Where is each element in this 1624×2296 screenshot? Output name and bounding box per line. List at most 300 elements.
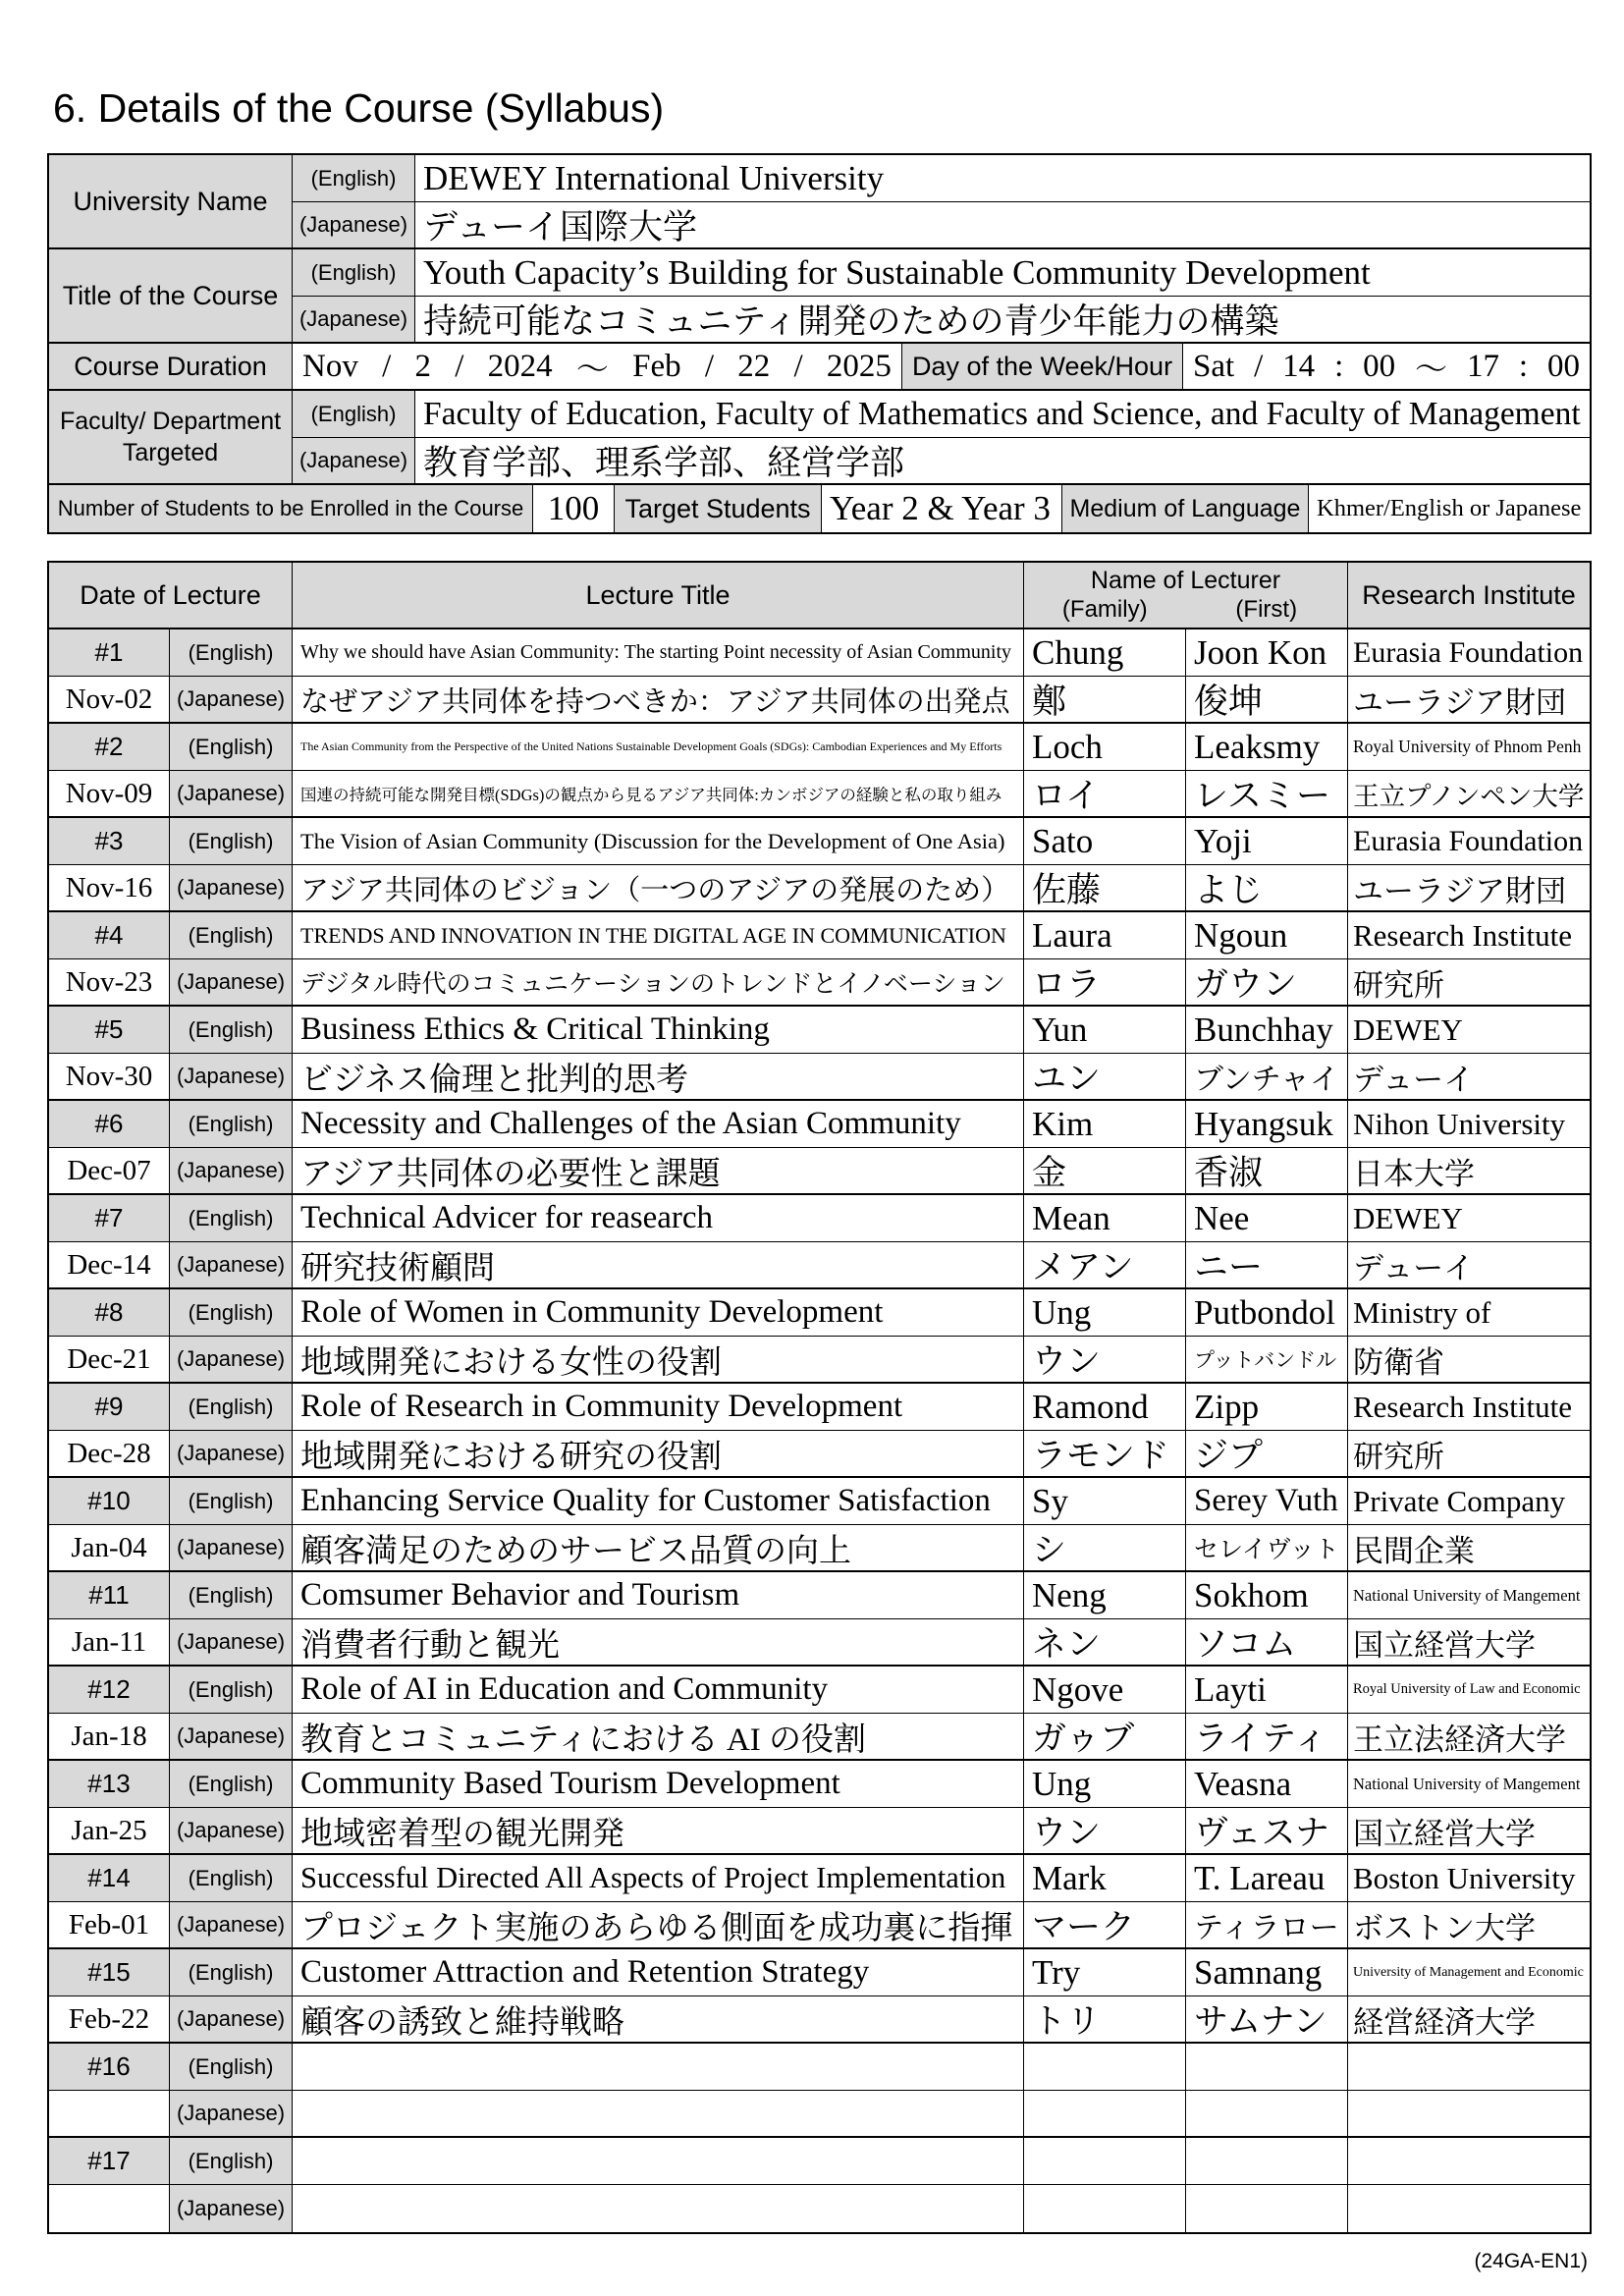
lecture-number: #12: [87, 1674, 131, 1704]
lecture-title-english-cell: [293, 2044, 1024, 2091]
research-institute-japanese-cell: [1348, 2185, 1590, 2232]
lecture-japanese-row: [49, 1148, 1590, 1195]
lecturer-family-name-english: Ung: [1032, 1292, 1092, 1332]
lecturer-first-name-english: Layti: [1194, 1669, 1267, 1709]
research-institute-japanese-cell: [1348, 1242, 1590, 1289]
lecturer-family-name-english: Try: [1032, 1952, 1081, 1992]
lecturer-first-name-japanese: セレイヴット: [1194, 1537, 1339, 1563]
research-institute-japanese: ユーラジア財団: [1353, 873, 1566, 908]
university-name-english: DEWEY International University: [423, 158, 885, 197]
lecturer-first-name-english-cell: [1186, 1195, 1348, 1242]
lecture-number-cell: [49, 2044, 170, 2091]
lecture-title-japanese-cell: [293, 1714, 1024, 1761]
lecturer-family-name-japanese: ネン: [1032, 1625, 1102, 1664]
lecture-japanese-row: [49, 2091, 1590, 2138]
lecture-title-japanese: 地域開発における女性の役割: [300, 1344, 722, 1381]
lecturer-first-name-english: Yoji: [1194, 821, 1252, 860]
lecture-japanese-row: [49, 771, 1590, 818]
lecture-date-cell: [49, 1242, 170, 1289]
lecturer-first-name-japanese-cell: [1186, 1808, 1348, 1855]
lecture-title-english: Role of Research in Community Development: [300, 1389, 903, 1424]
lecturer-first-name-japanese-cell: [1186, 677, 1348, 724]
lecturer-first-name-japanese: レスミー: [1194, 777, 1330, 815]
lecturer-family-name-japanese-cell: [1024, 1996, 1186, 2044]
lecture-date: Dec-07: [67, 1154, 151, 1186]
lecture-english-row: [49, 818, 1590, 865]
lecture-english-row: [49, 1101, 1590, 1148]
lecture-number-cell: [49, 1384, 170, 1431]
research-institute-japanese: 国立経営大学: [1353, 1627, 1536, 1663]
lecture-date: Nov-30: [65, 1060, 153, 1092]
japanese-label-cell: [293, 297, 415, 344]
day-hour-label: Day of the Week/Hour: [911, 351, 1173, 381]
english-label: (English): [310, 165, 397, 191]
lecturer-first-name-japanese-cell: [1186, 1337, 1348, 1384]
course-title-label: Title of the Course: [62, 280, 279, 310]
lecturer-first-name-english-cell: [1186, 724, 1348, 771]
english-label-cell: [170, 912, 293, 959]
faculty-group: [49, 391, 1590, 485]
course-title-english-row: [293, 249, 1590, 297]
english-label: (English): [188, 2148, 274, 2173]
lecture-group: [49, 2044, 1590, 2138]
lecturer-family-name-japanese: ロイ: [1032, 777, 1100, 815]
lecture-group: [49, 2138, 1590, 2232]
japanese-label: (Japanese): [176, 875, 286, 900]
lecturer-first-name-english-cell: [1186, 818, 1348, 865]
course-info-table: [47, 153, 1592, 534]
research-institute-japanese-cell: [1348, 1808, 1590, 1855]
lecture-group: [49, 629, 1590, 724]
research-institute-japanese-cell: [1348, 2091, 1590, 2138]
japanese-label: (Japanese): [176, 1346, 286, 1371]
start-year: 2024: [487, 348, 553, 384]
research-institute-english: Boston University: [1353, 1860, 1576, 1895]
english-label: (English): [188, 2053, 274, 2079]
lecture-date: Nov-02: [65, 683, 153, 715]
lecture-number-cell: [49, 629, 170, 677]
lecturer-family-name-japanese-cell: [1024, 1148, 1186, 1195]
lecture-title-japanese: 消費者行動と観光: [300, 1627, 560, 1664]
lecture-title-japanese-cell: [293, 865, 1024, 912]
japanese-label: (Japanese): [176, 1441, 286, 1465]
date-separator: /: [455, 348, 464, 384]
title-header-cell: [293, 563, 1024, 629]
lecture-title-english: Role of AI in Education and Community: [300, 1671, 829, 1707]
lecturer-family-name-english: Kim: [1032, 1104, 1094, 1143]
lecture-date-cell: [49, 1525, 170, 1572]
lecturer-family-name-japanese: ウン: [1032, 1814, 1102, 1852]
lecture-number-cell: [49, 1761, 170, 1808]
lecture-date-cell: [49, 1431, 170, 1478]
lecture-date: Feb-01: [68, 1908, 150, 1941]
lecture-title-japanese-cell: [293, 1431, 1024, 1478]
japanese-label: (Japanese): [298, 448, 408, 472]
lecturer-family-name-english-cell: [1024, 1195, 1186, 1242]
target-students-label: Target Students: [624, 493, 811, 523]
lecturer-first-name-japanese: ヴェスナ: [1194, 1814, 1329, 1852]
time-colon: :: [1518, 348, 1529, 384]
lecture-number-cell: [49, 2138, 170, 2185]
lecture-japanese-row: [49, 1902, 1590, 1949]
lecture-title-japanese-cell: [293, 1148, 1024, 1195]
lecturer-first-name-japanese: ソコム: [1194, 1625, 1297, 1664]
lecture-title-english-cell: [293, 2138, 1024, 2185]
japanese-label: (Japanese): [176, 2101, 286, 2125]
title-header: Lecture Title: [585, 579, 731, 610]
japanese-label: (Japanese): [176, 969, 286, 994]
lecture-english-row: [49, 1949, 1590, 1996]
research-institute-english-cell: [1348, 912, 1590, 959]
lecturer-family-name-japanese-cell: [1024, 771, 1186, 818]
english-label-cell: [170, 1195, 293, 1242]
date-separator: /: [382, 348, 392, 384]
lecture-title-english-cell: [293, 1761, 1024, 1808]
enrollment-row: [49, 485, 1590, 532]
japanese-label: (Japanese): [176, 781, 286, 805]
weekday: Sat: [1193, 348, 1235, 384]
lecture-date: Feb-22: [68, 2002, 150, 2035]
lecture-number-cell: [49, 818, 170, 865]
lecture-date-cell: [49, 1996, 170, 2044]
lecture-title-english-cell: [293, 629, 1024, 677]
lecture-number: #1: [94, 637, 124, 667]
family-name-header: (Family): [1061, 596, 1148, 623]
english-label: (English): [188, 1771, 274, 1796]
lecturer-first-name-english: Joon Kon: [1194, 632, 1327, 672]
lecture-group: [49, 1384, 1590, 1478]
lecture-number: #5: [94, 1014, 124, 1044]
lecture-date-cell: [49, 959, 170, 1007]
lecturer-family-name-english-cell: [1024, 2138, 1186, 2185]
lecture-title-japanese-cell: [293, 1337, 1024, 1384]
lecture-title-english: TRENDS AND INNOVATION IN THE DIGITAL AGE IN COMMUNICATION: [300, 922, 1006, 948]
japanese-label-cell: [170, 1902, 293, 1949]
enrollment-count-cell: [533, 485, 615, 532]
lecture-number: #8: [94, 1297, 124, 1327]
lecturer-first-name-japanese-cell: [1186, 2091, 1348, 2138]
lecture-title-english-cell: [293, 1667, 1024, 1714]
research-institute-english-cell: [1348, 724, 1590, 771]
lecture-title-english: Technical Advicer for reasearch: [300, 1200, 714, 1235]
english-label-cell: [170, 2044, 293, 2091]
faculty-english-row: [293, 391, 1590, 438]
lecturer-first-name-japanese: ライティ: [1194, 1720, 1328, 1758]
lecture-japanese-row: [49, 2185, 1590, 2232]
japanese-label-cell: [170, 677, 293, 724]
lecture-number-cell: [49, 1101, 170, 1148]
lecture-title-english-cell: [293, 912, 1024, 959]
lecture-title-japanese-cell: [293, 2091, 1024, 2138]
lecture-date-cell: [49, 1148, 170, 1195]
faculty-english-cell: [415, 391, 1590, 438]
lecturer-family-name-japanese: マーク: [1032, 1908, 1136, 1946]
research-institute-english: Research Institute: [1353, 1389, 1572, 1424]
research-institute-english: Eurasia Foundation: [1353, 635, 1584, 669]
english-label-cell: [170, 1949, 293, 1996]
lecture-title-japanese: 研究技術顧問: [300, 1250, 495, 1286]
end-day: 22: [737, 348, 771, 384]
english-label: (English): [310, 259, 397, 285]
lecture-title-japanese-cell: [293, 677, 1024, 724]
english-label-cell: [293, 155, 415, 202]
japanese-label: (Japanese): [176, 1535, 286, 1559]
lecture-group: [49, 1572, 1590, 1667]
lecture-date: Nov-09: [65, 777, 153, 809]
lecturer-family-name-english: Laura: [1032, 915, 1112, 955]
japanese-label: (Japanese): [176, 2006, 286, 2031]
research-institute-japanese: 研究所: [1353, 1439, 1444, 1474]
university-name-label: University Name: [73, 186, 268, 216]
lecture-title-english-cell: [293, 1289, 1024, 1337]
lecture-title-japanese: なぜアジア共同体を持つべきか：アジア共同体の出発点: [300, 685, 1010, 718]
lecturer-family-name-english: Ramond: [1032, 1387, 1149, 1426]
date-separator: /: [793, 348, 803, 384]
language-label: Medium of Language: [1069, 494, 1301, 522]
lecturer-first-name-japanese-cell: [1186, 1242, 1348, 1289]
lecturer-family-name-japanese: トリ: [1032, 2002, 1102, 2041]
japanese-label-cell: [170, 1431, 293, 1478]
lecturer-first-name-english-cell: [1186, 1667, 1348, 1714]
lecturer-family-name-english: Chung: [1032, 632, 1124, 672]
lecturer-first-name-japanese-cell: [1186, 1525, 1348, 1572]
date-header: Date of Lecture: [80, 579, 261, 610]
lecture-title-english-cell: [293, 1007, 1024, 1054]
lecturer-family-name-japanese-cell: [1024, 1619, 1186, 1667]
faculty-label: [60, 406, 281, 468]
lecture-number: #6: [94, 1109, 124, 1138]
lecturer-first-name-japanese-cell: [1186, 865, 1348, 912]
lecturer-family-name-english: Mark: [1032, 1858, 1107, 1897]
lecture-group: [49, 1949, 1590, 2044]
course-title-japanese-cell: [415, 297, 1590, 344]
lecture-english-row: [49, 1855, 1590, 1902]
lecturer-first-name-japanese: ニー: [1194, 1248, 1264, 1286]
lecture-group: [49, 1761, 1590, 1855]
lecture-title-english-cell: [293, 1384, 1024, 1431]
course-duration-row: [49, 344, 1590, 391]
lecture-title-english: Why we should have Asian Community: The starting Point necessity of Asian Community: [300, 641, 1012, 663]
end-month: Feb: [632, 348, 681, 384]
japanese-label-cell: [170, 2091, 293, 2138]
lecturer-family-name-japanese-cell: [1024, 1525, 1186, 1572]
lecturer-first-name-english: Veasna: [1194, 1764, 1292, 1803]
start-month: Nov: [302, 348, 358, 384]
lecture-english-row: [49, 1572, 1590, 1619]
lecture-date: Jan-04: [71, 1531, 147, 1563]
lecture-date-cell: [49, 2185, 170, 2232]
schedule-header-row: [49, 563, 1590, 629]
research-institute-japanese-cell: [1348, 1902, 1590, 1949]
lecture-english-row: [49, 724, 1590, 771]
lecture-title-japanese: 顧客満足のためのサービス品質の向上: [300, 1533, 851, 1569]
range-tilde: ～: [1415, 352, 1448, 388]
lecturer-first-name-english: T. Lareau: [1194, 1858, 1326, 1897]
research-institute-english: Private Company: [1353, 1483, 1566, 1518]
research-institute-english: Royal University of Law and Economic: [1353, 1681, 1581, 1697]
lecture-english-row: [49, 1761, 1590, 1808]
english-label-cell: [170, 818, 293, 865]
lecture-title-japanese-cell: [293, 1242, 1024, 1289]
research-institute-english-cell: [1348, 1761, 1590, 1808]
lecturer-family-name-japanese: 佐藤: [1032, 871, 1102, 909]
lecture-japanese-row: [49, 1337, 1590, 1384]
lecturer-first-name-japanese: サムナン: [1194, 2002, 1327, 2041]
research-institute-japanese: ボストン大学: [1353, 1910, 1536, 1945]
english-label-cell: [170, 1101, 293, 1148]
lecturer-family-name-japanese-cell: [1024, 677, 1186, 724]
lecture-date-cell: [49, 1808, 170, 1855]
lecture-title-english: The Asian Community from the Perspective of the United Nations Sustainable Development Goals (SDGs): Cambodian Experiences and My Efforts: [300, 739, 1002, 753]
english-label: (English): [188, 1959, 274, 1985]
lecturer-first-name-japanese-cell: [1186, 1619, 1348, 1667]
university-name-label-cell: [49, 155, 293, 249]
research-institute-japanese-cell: [1348, 1714, 1590, 1761]
japanese-label: (Japanese): [176, 1912, 286, 1937]
research-institute-japanese-cell: [1348, 1431, 1590, 1478]
lecture-english-row: [49, 1007, 1590, 1054]
faculty-japanese: 教育学部、理系学部、経営学部: [423, 444, 905, 482]
course-title-japanese-row: [293, 297, 1590, 344]
research-institute-english: University of Management and Economic: [1353, 1964, 1584, 1980]
lecturer-first-name-english-cell: [1186, 2044, 1348, 2091]
start-day: 2: [414, 348, 431, 384]
lecturer-first-name-japanese-cell: [1186, 1148, 1348, 1195]
english-label: (English): [188, 639, 274, 665]
schedule-body: [49, 629, 1590, 2232]
lecturer-first-name-japanese-cell: [1186, 2185, 1348, 2232]
lecturer-first-name-japanese: 香淑: [1194, 1154, 1264, 1192]
lecturer-first-name-japanese: ジプ: [1194, 1437, 1264, 1475]
japanese-label-cell: [293, 438, 415, 485]
lecture-schedule-table: [47, 561, 1592, 2234]
lecturer-family-name-english: Loch: [1032, 727, 1103, 766]
lecture-group: [49, 818, 1590, 912]
lecturer-family-name-english: Neng: [1032, 1575, 1107, 1614]
lecturer-family-name-english-cell: [1024, 1289, 1186, 1337]
start-hour: 14: [1282, 348, 1316, 384]
lecturer-family-name-english: Sy: [1032, 1481, 1068, 1520]
day-hour-label-cell: [902, 344, 1183, 391]
time-colon: :: [1334, 348, 1344, 384]
lecturer-first-name-english: Serey Vuth: [1194, 1483, 1338, 1518]
lecture-date-cell: [49, 1054, 170, 1101]
lecturer-family-name-japanese-cell: [1024, 1054, 1186, 1101]
research-institute-japanese-cell: [1348, 959, 1590, 1007]
lecture-title-english-cell: [293, 724, 1024, 771]
english-label: (English): [188, 734, 274, 759]
lecturer-first-name-english-cell: [1186, 629, 1348, 677]
target-students-value-cell: [822, 485, 1062, 532]
lecture-japanese-row: [49, 1714, 1590, 1761]
lecturer-first-name-english-cell: [1186, 1572, 1348, 1619]
lecture-title-english-cell: [293, 1101, 1024, 1148]
lecturer-first-name-japanese-cell: [1186, 771, 1348, 818]
research-institute-japanese-cell: [1348, 1996, 1590, 2044]
english-label-cell: [170, 1384, 293, 1431]
lecture-number: #14: [87, 1863, 131, 1892]
lecture-date: Dec-28: [67, 1437, 151, 1469]
lecturer-first-name-english-cell: [1186, 1289, 1348, 1337]
lecture-number-cell: [49, 1855, 170, 1902]
research-institute-english: DEWEY: [1353, 1200, 1463, 1235]
lecturer-first-name-english-cell: [1186, 1384, 1348, 1431]
lecture-japanese-row: [49, 1054, 1590, 1101]
course-title-japanese: 持続可能なコミュニティ開発のための青少年能力の構築: [423, 302, 1279, 341]
research-institute-english: Research Institute: [1353, 917, 1572, 953]
lecture-japanese-row: [49, 1808, 1590, 1855]
lecture-title-japanese: 地域開発における研究の役割: [300, 1439, 722, 1475]
lecturer-family-name-english: Sato: [1032, 821, 1094, 860]
english-label: (English): [188, 1205, 274, 1230]
research-institute-japanese-cell: [1348, 771, 1590, 818]
lecturer-header-cell: [1024, 563, 1348, 629]
lecturer-first-name-japanese: 俊坤: [1194, 683, 1264, 721]
university-name-english-cell: [415, 155, 1590, 202]
research-institute-japanese-cell: [1348, 1054, 1590, 1101]
research-institute-english-cell: [1348, 1195, 1590, 1242]
lecturer-family-name-japanese: メアン: [1032, 1248, 1134, 1286]
english-label-cell: [293, 249, 415, 297]
research-institute-english-cell: [1348, 818, 1590, 865]
research-institute-japanese-cell: [1348, 1148, 1590, 1195]
lecture-group: [49, 1478, 1590, 1572]
course-duration-label-cell: [49, 344, 293, 391]
enrollment-count: 100: [547, 489, 600, 527]
course-duration-label: Course Duration: [74, 351, 267, 381]
research-institute-japanese: 経営経済大学: [1353, 2004, 1536, 2040]
lecture-number-cell: [49, 912, 170, 959]
lecture-date-cell: [49, 771, 170, 818]
english-label: (English): [188, 1111, 274, 1136]
lecture-japanese-row: [49, 959, 1590, 1007]
lecture-title-japanese: プロジェクト実施のあらゆる側面を成功裏に指揮: [300, 1910, 1013, 1946]
lecture-group: [49, 1855, 1590, 1949]
date-header-cell: [49, 563, 293, 629]
lecture-group: [49, 912, 1590, 1007]
course-title-english: Youth Capacity’s Building for Sustainable Community Development: [423, 252, 1371, 292]
university-name-japanese: デューイ国際大学: [423, 208, 697, 246]
japanese-label-cell: [170, 1619, 293, 1667]
japanese-label-cell: [170, 2185, 293, 2232]
lecturer-family-name-english: Ngove: [1032, 1669, 1124, 1709]
lecturer-family-name-japanese-cell: [1024, 2185, 1186, 2232]
lecturer-first-name-japanese-cell: [1186, 1902, 1348, 1949]
university-name-japanese-cell: [415, 202, 1590, 249]
lecturer-family-name-japanese-cell: [1024, 865, 1186, 912]
faculty-japanese-row: [293, 438, 1590, 485]
english-label-cell: [293, 391, 415, 438]
research-institute-japanese: 王立法経済大学: [1353, 1722, 1566, 1757]
research-institute-japanese-cell: [1348, 865, 1590, 912]
lecturer-first-name-english: Ngoun: [1194, 915, 1288, 955]
research-institute-japanese: 防衛省: [1353, 1344, 1444, 1380]
japanese-label-cell: [170, 1808, 293, 1855]
lecture-title-english-cell: [293, 1949, 1024, 1996]
research-institute-english-cell: [1348, 1572, 1590, 1619]
end-year: 2025: [826, 348, 892, 384]
english-label-cell: [170, 1289, 293, 1337]
research-institute-japanese: デューイ: [1353, 1250, 1475, 1285]
research-institute-english-cell: [1348, 2138, 1590, 2185]
lecturer-family-name-japanese: ロラ: [1032, 965, 1102, 1004]
lecture-english-row: [49, 1384, 1590, 1431]
lecture-title-japanese-cell: [293, 2185, 1024, 2232]
lecture-number: #7: [94, 1203, 124, 1232]
lecturer-family-name-english-cell: [1024, 1667, 1186, 1714]
lecture-english-row: [49, 1478, 1590, 1525]
lecture-english-row: [49, 629, 1590, 677]
